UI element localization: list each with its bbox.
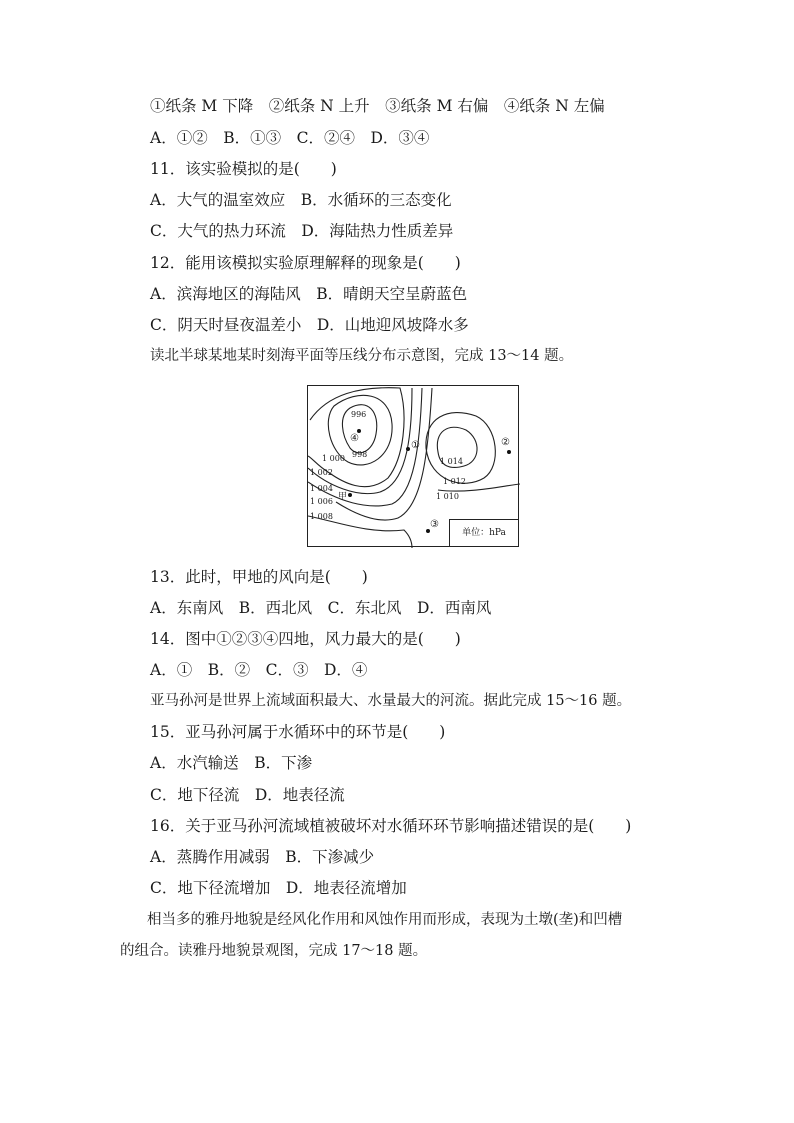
- question-11: 11．该实验模拟的是( ): [150, 160, 337, 178]
- isobar-label-1014: 1 014: [440, 457, 463, 466]
- answer-choices-10: A．①② B．①③ C．②④ D．③④: [150, 129, 430, 147]
- option-list: ①纸条 M 下降 ②纸条 N 上升 ③纸条 M 右偏 ④纸条 N 左偏: [150, 97, 605, 115]
- isobar-label-1004: 1 004: [310, 484, 333, 493]
- yardang-intro-line-1: 相当多的雅丹地貌是经风化作用和风蚀作用而形成，表现为土墩(垄)和凹槽: [147, 912, 623, 928]
- location-jia-label: 甲: [338, 492, 348, 502]
- isobar-label-1002: 1 002: [310, 468, 333, 477]
- q13-options: A．东南风 B．西北风 C．东北风 D．西南风: [150, 599, 492, 617]
- q15-options-cd: C．地下径流 D．地表径流: [150, 786, 345, 804]
- question-12: 12．能用该模拟实验原理解释的现象是( ): [150, 254, 461, 272]
- yardang-intro-line-2: 的组合。读雅丹地貌景观图，完成 17～18 题。: [120, 943, 428, 959]
- q15-options-ab: A．水汽输送 B．下渗: [150, 754, 313, 772]
- q12-options-ab: A．滨海地区的海陆风 B．晴朗天空呈蔚蓝色: [150, 285, 468, 303]
- location-jia-dot: [348, 493, 352, 497]
- isobar-label-1012: 1 012: [443, 477, 466, 486]
- isobar-label-998: 998: [352, 450, 368, 459]
- q11-options-ab: A．大气的温室效应 B．水循环的三态变化: [150, 191, 452, 209]
- question-14: 14．图中①②③④四地，风力最大的是( ): [150, 630, 461, 648]
- question-13: 13．此时，甲地的风向是( ): [150, 568, 368, 586]
- question-15: 15．亚马孙河属于水循环中的环节是( ): [150, 723, 446, 741]
- location-3-label: ③: [430, 519, 439, 530]
- q16-options-ab: A．蒸腾作用减弱 B．下渗减少: [150, 848, 375, 866]
- location-1-label: ①: [411, 440, 420, 451]
- q14-options: A．① B．② C．③ D．④: [150, 661, 368, 679]
- isobar-label-1006: 1 006: [310, 497, 333, 506]
- location-2-label: ②: [501, 437, 510, 448]
- q12-options-cd: C．阴天时昼夜温差小 D．山地迎风坡降水多: [150, 316, 469, 334]
- location-4-label: ④: [350, 433, 359, 444]
- q11-options-cd: C．大气的热力环流 D．海陆热力性质差异: [150, 222, 454, 240]
- isobar-label-996: 996: [351, 410, 367, 419]
- location-2-dot: [507, 450, 511, 454]
- isobar-label-1010: 1 010: [436, 492, 459, 501]
- isobar-label-1000: 1 000: [322, 454, 345, 463]
- amazon-intro: 亚马孙河是世界上流域面积最大、水量最大的河流。据此完成 15～16 题。: [150, 693, 632, 709]
- unit-box: 单位：hPa: [449, 519, 518, 546]
- map-intro: 读北半球某地某时刻海平面等压线分布示意图，完成 13～14 题。: [150, 348, 574, 364]
- isobar-map: [307, 385, 519, 547]
- q16-options-cd: C．地下径流增加 D．地表径流增加: [150, 879, 407, 897]
- question-16: 16．关于亚马孙河流域植被破坏对水循环环节影响描述错误的是( ): [150, 817, 632, 835]
- location-1-dot: [406, 447, 410, 451]
- isobar-label-1008: 1 008: [310, 512, 333, 521]
